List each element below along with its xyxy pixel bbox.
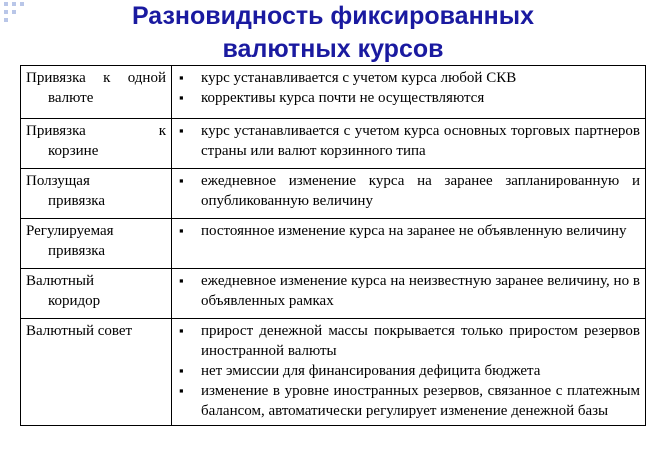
row-description bbox=[172, 119, 646, 169]
row-description bbox=[172, 66, 646, 119]
row-label-line-1: Валютный совет bbox=[26, 323, 133, 339]
table-row bbox=[21, 269, 646, 319]
row-label-line-1: Привязка к одной bbox=[26, 70, 166, 86]
bullet-item: ▪ коррективы курса почти не осуществляются bbox=[177, 88, 640, 108]
row-label bbox=[21, 269, 172, 319]
row-description bbox=[172, 319, 646, 426]
row-label-line-1: Валютный bbox=[26, 273, 94, 289]
slide-title-line-2: валютных курсов bbox=[222, 35, 444, 63]
bullet-item: ▪ ежедневное изменение курса на заранее запланированную и опубликованную величину bbox=[177, 171, 640, 211]
bullet-item: ▪ нет эмиссии для финансирования дефицита бюджета bbox=[177, 361, 640, 381]
row-label-line-1: Регулируемая bbox=[26, 223, 114, 239]
row-label-line-2: корзине bbox=[48, 143, 99, 159]
row-label bbox=[21, 169, 172, 219]
bullet-item: ▪ постоянное изменение курса на заранее не объявленную величину bbox=[177, 221, 640, 241]
table-row bbox=[21, 219, 646, 269]
row-label-line-2: валюте bbox=[48, 90, 94, 106]
row-label bbox=[21, 119, 172, 169]
row-description bbox=[172, 269, 646, 319]
row-label bbox=[21, 219, 172, 269]
bullet-item: ▪ курс устанавливается с учетом курса основных торговых партнеров страны или валют корзинного типа bbox=[177, 121, 640, 161]
bullet-item: ▪ ежедневное изменение курса на неизвестную заранее величину, но в объявленных рамках bbox=[177, 271, 640, 311]
regimes-table bbox=[20, 65, 646, 426]
table-row bbox=[21, 119, 646, 169]
slide-title-line-1: Разновидность фиксированных bbox=[131, 2, 535, 30]
table-row bbox=[21, 66, 646, 119]
bullet-item: ▪ изменение в уровне иностранных резервов, связанное с платежным балансом, автоматически регулирует изменение денежной базы bbox=[177, 381, 640, 421]
slide-title bbox=[0, 0, 666, 66]
row-label bbox=[21, 66, 172, 119]
row-label-line-1: Привязка к bbox=[26, 123, 166, 139]
row-description bbox=[172, 219, 646, 269]
row-label-line-2: привязка bbox=[48, 243, 105, 259]
table-row bbox=[21, 169, 646, 219]
row-label bbox=[21, 319, 172, 426]
row-label-line-2: коридор bbox=[48, 293, 101, 309]
bullet-item: ▪ прирост денежной массы покрывается только приростом резервов иностранной валюты bbox=[177, 321, 640, 361]
row-label-line-1: Ползущая bbox=[26, 173, 90, 189]
row-description bbox=[172, 169, 646, 219]
bullet-item: ▪ курс устанавливается с учетом курса любой СКВ bbox=[177, 68, 640, 88]
row-label-line-2: привязка bbox=[48, 193, 105, 209]
table-row bbox=[21, 319, 646, 426]
